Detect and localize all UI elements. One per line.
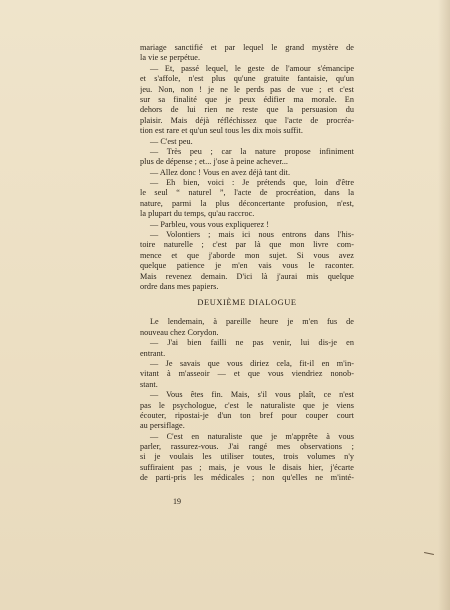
text-line: dehors de lui rien ne reste que la persuasion du — [140, 105, 354, 115]
text-line: — C'est en naturaliste que je m'apprête à vous — [150, 431, 354, 441]
text-line: tion est rare et qu'un seul tous les dix mois suffit. — [140, 126, 303, 136]
text-line: suffiraient pas ; mais, je vous le disais hier, j'écarte — [140, 462, 354, 472]
section-heading: DEUXIÈME DIALOGUE — [197, 298, 297, 308]
text-line: — Très peu ; car la nature propose infiniment — [150, 146, 354, 156]
text-line: pas le psychologue, c'est le naturaliste que je viens — [140, 400, 354, 410]
text-line: — C'est peu. — [150, 136, 193, 146]
text-line: au persiflage. — [140, 421, 185, 431]
text-line: ordre dans mes papiers. — [140, 281, 219, 291]
text-line: mariage sanctifié et par lequel le grand mystère de — [140, 43, 354, 52]
text-line: de parti-pris les médicales ; non qu'elles ne m'inté- — [140, 473, 354, 483]
text-line: vitant à m'asseoir — et que vous viendriez nonob- — [140, 369, 354, 379]
text-line: — Allez donc ! Vous en avez déjà tant dit. — [150, 167, 291, 177]
text-line: la vie se perpétue. — [140, 53, 201, 63]
text-line: stant. — [140, 379, 158, 389]
text-line: — Vous êtes fin. Mais, s'il vous plaît, ce n'est — [150, 390, 354, 400]
text-line: nouveau chez Corydon. — [140, 327, 219, 337]
text-line: sur sa finalité que je peux édifier ma morale. En — [140, 94, 354, 104]
text-line: — Et, passé lequel, le geste de l'amour s'émancipe — [150, 63, 354, 73]
text-line: jeu. Non, non ! je ne le perds pas de vue ; et c'est — [140, 84, 354, 94]
text-line: entrant. — [140, 348, 166, 358]
text-line: — Parbleu, vous vous expliquerez ! — [150, 219, 270, 229]
text-line: écouter, ripostai-je d'un ton bref pour couper court — [140, 410, 354, 420]
page-edge-shadow — [438, 0, 450, 610]
text-line: Le lendemain, à pareille heure je m'en fus de — [150, 317, 354, 327]
page-number: 19 — [173, 497, 181, 506]
text-line: quelque patience je m'en vais vous le raconter. — [140, 261, 354, 271]
text-line: plaisir. Mais déjà réfléchissez que l'acte de procréa- — [140, 115, 354, 125]
paper-fold-mark — [424, 552, 434, 555]
text-line: plus de dépense ; et... j'ose à peine achever... — [140, 157, 289, 167]
text-line: toire naturelle ; c'est par là que mon livre com- — [140, 240, 354, 250]
body-text — [140, 43, 354, 484]
text-line: le seul “ naturel ”, l'acte de procréation, dans la — [140, 188, 354, 198]
text-line: — Eh bien, voici : Je prétends que, loin d'être — [150, 178, 354, 188]
text-line: — Volontiers ; mais ici nous entrons dans l'his- — [150, 230, 354, 240]
text-line: Mais revenez demain. D'ici là j'aurai mis quelque — [140, 271, 354, 281]
text-line: la plupart du temps, qu'au raccroc. — [140, 209, 255, 219]
text-line: mence et que j'aborde mon sujet. Si vous avez — [140, 250, 354, 260]
text-line: nature, parmi la plus déconcertante profusion, n'est, — [140, 198, 354, 208]
text-line: et s'affole, n'est plus qu'une gratuite fantaisie, qu'un — [140, 74, 354, 84]
text-line: — Je savais que vous diriez cela, fit-il en m'in- — [150, 358, 354, 368]
text-line: — J'ai bien failli ne pas venir, lui dis-je en — [150, 338, 354, 348]
text-line: si je voulais les utiliser toutes, trois volumes n'y — [140, 452, 354, 462]
text-line: parler, rassurez-vous. J'ai rangé mes observations ; — [140, 442, 354, 452]
